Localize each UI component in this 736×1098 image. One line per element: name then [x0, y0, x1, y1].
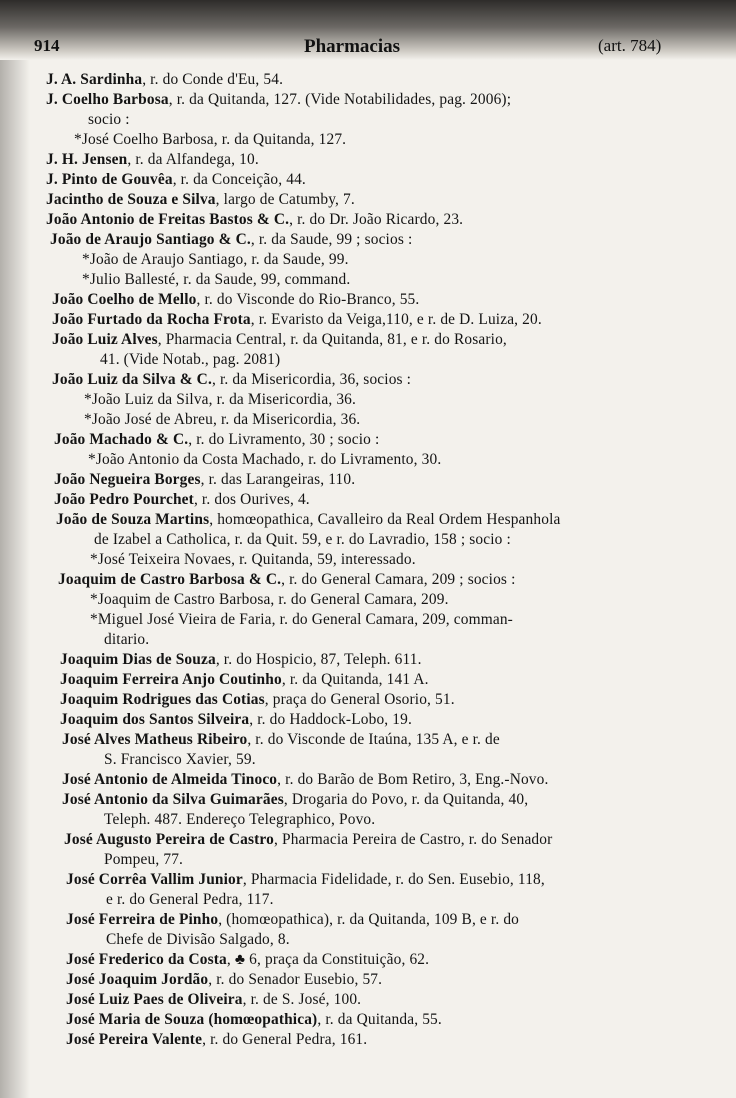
entry-line: José Augusto Pereira de Castro, Pharmacia Pereira de Castro, r. do Senador [64, 831, 553, 848]
entry-line: João de Araujo Santiago & C., r. da Saude, 99 ; socios : [50, 231, 413, 248]
entry-line: *João Luiz da Silva, r. da Misericordia, 36. [84, 391, 357, 408]
entry-line: José Pereira Valente, r. do General Pedra, 161. [66, 1031, 368, 1048]
entry-line: *José Coelho Barbosa, r. da Quitanda, 127. [74, 131, 347, 148]
entry-line: de Izabel a Catholica, r. da Quit. 59, e r. do Lavradio, 158 ; socio : [94, 531, 511, 548]
entry-line: Joaquim Ferreira Anjo Coutinho, r. da Quitanda, 141 A. [60, 671, 429, 688]
entry-line: José Luiz Paes de Oliveira, r. de S. José, 100. [66, 991, 362, 1008]
page-header [0, 0, 736, 60]
entry-line: socio : [88, 111, 130, 128]
article-reference: (art. 784) [598, 36, 662, 55]
entry-line: João de Souza Martins, homœopathica, Cavalleiro da Real Ordem Hespanhola [56, 511, 561, 528]
entry-line: *Joaquim de Castro Barbosa, r. do General Camara, 209. [90, 591, 449, 608]
entry-line: J. Coelho Barbosa, r. da Quitanda, 127. (Vide Notabilidades, pag. 2006); [46, 91, 512, 108]
entry-line: Joaquim de Castro Barbosa & C., r. do General Camara, 209 ; socios : [58, 571, 516, 588]
page-number: 914 [34, 36, 60, 55]
entry-line: Jacintho de Souza e Silva, largo de Catumby, 7. [46, 191, 355, 208]
entry-line: João Antonio de Freitas Bastos & C., r. do Dr. João Ricardo, 23. [46, 211, 464, 228]
entry-line: Joaquim Rodrigues das Cotias, praça do General Osorio, 51. [60, 691, 455, 708]
entry-line: Pompeu, 77. [104, 851, 184, 868]
entry-line: José Antonio de Almeida Tinoco, r. do Barão de Bom Retiro, 3, Eng.-Novo. [62, 771, 549, 788]
entry-line: S. Francisco Xavier, 59. [104, 751, 256, 768]
entry-line: 41. (Vide Notab., pag. 2081) [100, 351, 281, 368]
entry-line: J. A. Sardinha, r. do Conde d'Eu, 54. [46, 71, 284, 88]
entry-line: José Antonio da Silva Guimarães, Drogaria do Povo, r. da Quitanda, 40, [62, 791, 529, 808]
entry-line: José Alves Matheus Ribeiro, r. do Visconde de Itaúna, 135 A, e r. de [62, 731, 500, 748]
entry-line: e r. do General Pedra, 117. [106, 891, 274, 908]
entry-line: *Miguel José Vieira de Faria, r. do General Camara, 209, comman- [90, 611, 513, 628]
entry-line: Chefe de Divisão Salgado, 8. [106, 931, 290, 948]
page-title: Pharmacias [304, 36, 401, 57]
entry-line: Joaquim dos Santos Silveira, r. do Haddock-Lobo, 19. [60, 711, 412, 728]
entry-line: João Coelho de Mello, r. do Visconde do Rio-Branco, 55. [52, 291, 420, 308]
entry-line: José Maria de Souza (homœopathica), r. da Quitanda, 55. [66, 1011, 442, 1028]
entry-line: Joaquim Dias de Souza, r. do Hospicio, 87, Teleph. 611. [60, 651, 422, 668]
entry-line: *José Teixeira Novaes, r. Quitanda, 59, interessado. [90, 551, 416, 568]
entry-line: *João de Araujo Santiago, r. da Saude, 99. [82, 251, 349, 268]
entry-line: J. H. Jensen, r. da Alfandega, 10. [46, 151, 259, 168]
entry-line: *Julio Ballesté, r. da Saude, 99, command. [82, 271, 351, 288]
entry-line: José Frederico da Costa, ♣ 6, praça da Constituição, 62. [66, 951, 430, 968]
entry-line: *João José de Abreu, r. da Misericordia, 36. [84, 411, 361, 428]
scan-shadow [0, 0, 30, 1098]
entry-line: J. Pinto de Gouvêa, r. da Conceição, 44. [46, 171, 306, 188]
entry-line: João Machado & C., r. do Livramento, 30 ; socio : [54, 431, 380, 448]
entry-line: José Ferreira de Pinho, (homœopathica), r. da Quitanda, 109 B, e r. do [66, 911, 520, 928]
entry-line: José Corrêa Vallim Junior, Pharmacia Fidelidade, r. do Sen. Eusebio, 118, [66, 871, 545, 888]
entry-line: Teleph. 487. Endereço Telegraphico, Povo. [104, 811, 376, 828]
entry-line: José Joaquim Jordão, r. do Senador Eusebio, 57. [66, 971, 383, 988]
entry-line: João Luiz Alves, Pharmacia Central, r. da Quitanda, 81, e r. do Rosario, [52, 331, 507, 348]
entry-line: João Pedro Pourchet, r. dos Ourives, 4. [54, 491, 310, 508]
entry-line: João Furtado da Rocha Frota, r. Evaristo da Veiga,110, e r. de D. Luiza, 20. [52, 311, 542, 328]
entry-line: João Negueira Borges, r. das Larangeiras, 110. [54, 471, 356, 488]
entry-line: João Luiz da Silva & C., r. da Misericordia, 36, socios : [52, 371, 412, 388]
entry-line: ditario. [104, 631, 150, 648]
entry-line: *João Antonio da Costa Machado, r. do Livramento, 30. [88, 451, 442, 468]
